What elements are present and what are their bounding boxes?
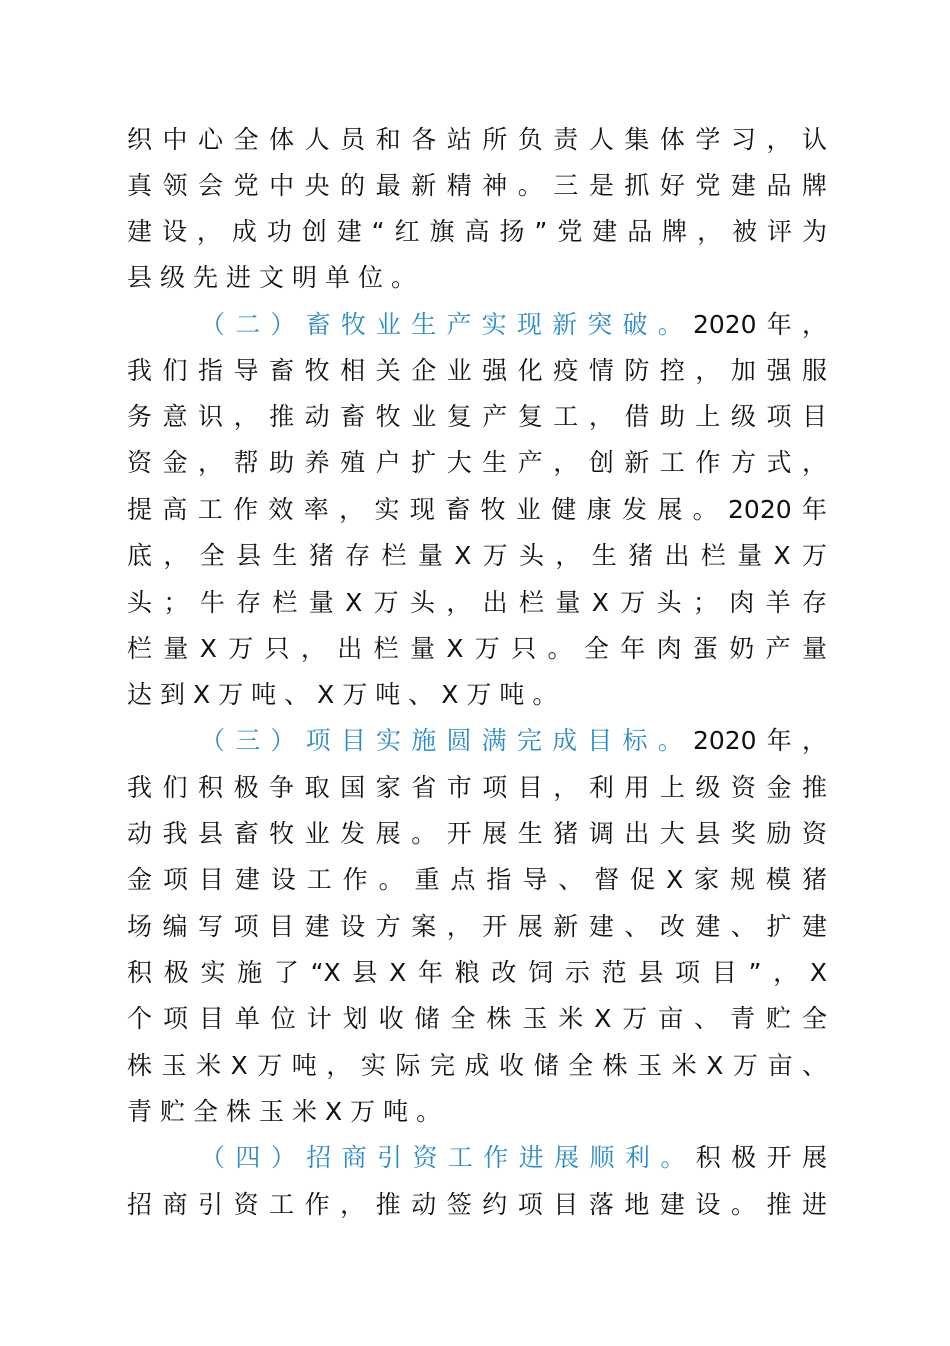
- body-text-line: 底，全县生猪存栏量X万头，生猪出栏量X万: [127, 541, 827, 570]
- body-text-line: 提高工作效率，实现畜牧业健康发展。2020年: [127, 495, 827, 524]
- section-2-first-line-text: 2020年，: [692, 310, 827, 339]
- section-3-first-line: [200, 721, 827, 761]
- body-text-line: 资金，帮助养殖户扩大生产，创新工作方式，: [127, 448, 827, 477]
- body-text-line: 青贮全株玉米X万吨。: [127, 1097, 450, 1126]
- body-text-line: 达到X万吨、X万吨、X万吨。: [127, 680, 566, 709]
- body-text-line: 县级先进文明单位。: [127, 263, 425, 292]
- body-text-line: 积极实施了“X县X年粮改饲示范县项目”，X: [127, 958, 827, 987]
- section-4-first-line-text: 积极开展: [695, 1143, 827, 1172]
- body-text-line: 株玉米X万吨，实际完成收储全株玉米X万亩、: [127, 1051, 827, 1080]
- body-text-line: 场编写项目建设方案，开展新建、改建、扩建: [127, 912, 827, 941]
- body-text-line: 头；牛存栏量X万头，出栏量X万头；肉羊存: [127, 588, 827, 617]
- body-text-line: 招商引资工作，推动签约项目落地建设。推进: [127, 1190, 827, 1219]
- section-4-heading: （四）招商引资工作进展顺利。: [200, 1143, 696, 1172]
- body-text-line: 我们积极争取国家省市项目，利用上级资金推: [127, 773, 827, 802]
- section-2-heading: （二）畜牧业生产实现新突破。: [200, 310, 693, 339]
- body-text-line: 务意识，推动畜牧业复产复工，借助上级项目: [127, 402, 827, 431]
- body-text-line: 栏量X万只，出栏量X万只。全年肉蛋奶产量: [127, 634, 827, 663]
- body-text-line: 织中心全体人员和各站所负责人集体学习，认: [127, 125, 827, 154]
- body-text-line: 金项目建设工作。重点指导、督促X家规模猪: [127, 865, 827, 894]
- body-text-line: 个项目单位计划收储全株玉米X万亩、青贮全: [127, 1004, 827, 1033]
- section-4-first-line: [200, 1138, 827, 1178]
- body-text-line: 真领会党中央的最新精神。三是抓好党建品牌: [127, 171, 827, 200]
- body-text-line: 建设，成功创建“红旗高扬”党建品牌，被评为: [127, 217, 827, 246]
- body-text-line: 动我县畜牧业发展。开展生猪调出大县奖励资: [127, 819, 827, 848]
- section-2-first-line: [200, 305, 827, 345]
- section-3-first-line-text: 2020年，: [692, 726, 827, 755]
- section-3-heading: （三）项目实施圆满完成目标。: [200, 726, 693, 755]
- body-text-line: 我们指导畜牧相关企业强化疫情防控，加强服: [127, 356, 827, 385]
